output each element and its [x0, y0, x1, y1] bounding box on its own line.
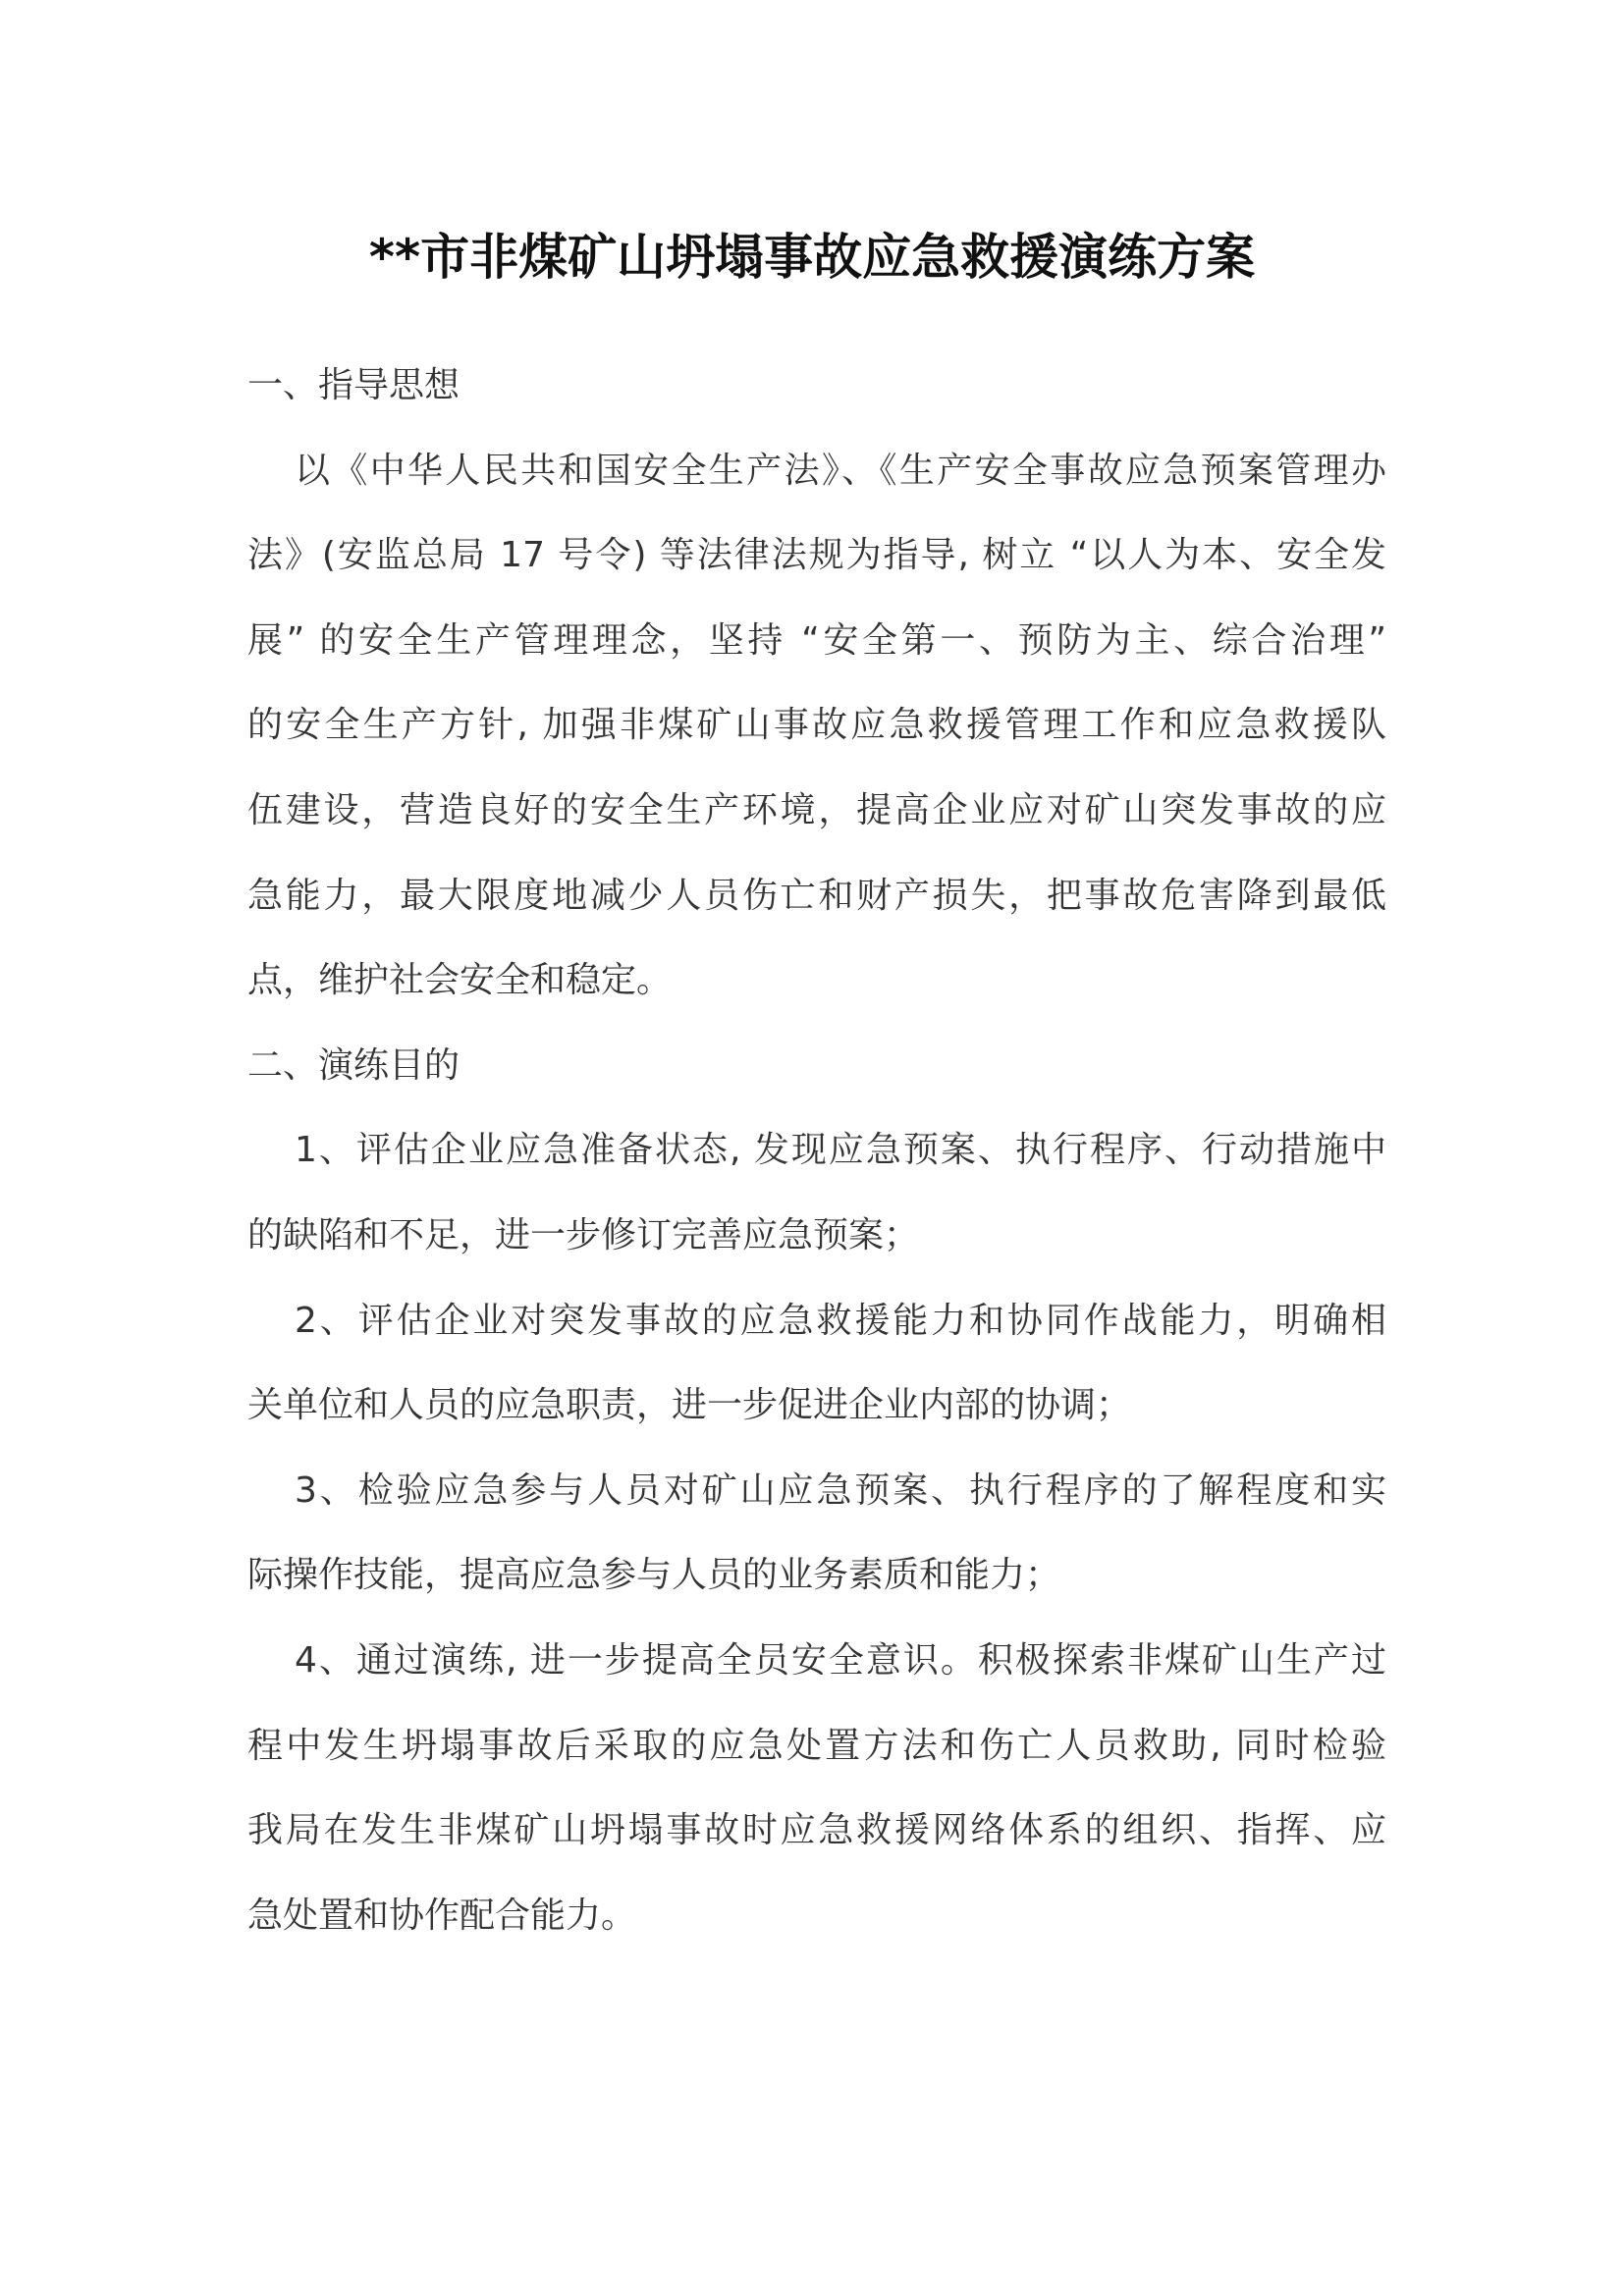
list-item — [247, 1108, 1386, 1278]
text-line: 急处置和协作配合能力。 — [247, 1895, 637, 1936]
list-item — [247, 1279, 1386, 1449]
text-line: 法》(安监总局 17 号令) 等法律法规为指导, 树立 “以人为本、安全发 — [247, 535, 1386, 576]
text-line: 际操作技能，提高应急参与人员的业务素质和能力； — [247, 1555, 1061, 1596]
list-item — [247, 1619, 1386, 1958]
text-line: 2、评估企业对突发事故的应急救援能力和协同作战能力，明确相 — [295, 1300, 1386, 1341]
text-line: 程中发生坍塌事故后采取的应急处置方法和伤亡人员救助, 同时检验 — [247, 1725, 1386, 1766]
section-heading-guiding-ideology: 一、指导思想 — [247, 365, 460, 405]
text-line: 我局在发生非煤矿山坍塌事故时应急救援网络体系的组织、指挥、应 — [247, 1810, 1386, 1851]
paragraph-guiding-ideology — [247, 429, 1386, 1024]
text-line: 伍建设，营造良好的安全生产环境，提高企业应对矿山突发事故的应 — [247, 789, 1386, 830]
text-line: 1、评估企业应急准备状态, 发现应急预案、执行程序、行动措施中 — [295, 1130, 1386, 1171]
list-item — [247, 1449, 1386, 1619]
text-line: 4、通过演练, 进一步提高全员安全意识。积极探索非煤矿山生产过 — [295, 1639, 1386, 1681]
text-line: 的缺陷和不足，进一步修订完善应急预案； — [247, 1214, 920, 1255]
section-heading-drill-purpose: 二、演练目的 — [247, 1044, 460, 1086]
text-line: 3、检验应急参与人员对矿山应急预案、执行程序的了解程度和实 — [295, 1469, 1386, 1511]
text-line: 急能力，最大限度地减少人员伤亡和财产损失，把事故危害降到最低 — [247, 875, 1386, 916]
text-line: 的安全生产方针, 加强非煤矿山事故应急救援管理工作和应急救援队 — [247, 705, 1386, 746]
text-line: 关单位和人员的应急职责，进一步促进企业内部的协调； — [247, 1385, 1132, 1426]
text-line: 展” 的安全生产管理理念，坚持 “安全第一、预防为主、综合治理” — [247, 619, 1386, 661]
text-line: 点，维护社会安全和稳定。 — [247, 960, 673, 1001]
text-line: 以《中华人民共和国安全生产法》、《生产安全事故应急预案管理办 — [295, 450, 1386, 491]
document-title: **市非煤矿山坍塌事故应急救援演练方案 — [368, 229, 1256, 286]
document-body — [247, 344, 1386, 1958]
